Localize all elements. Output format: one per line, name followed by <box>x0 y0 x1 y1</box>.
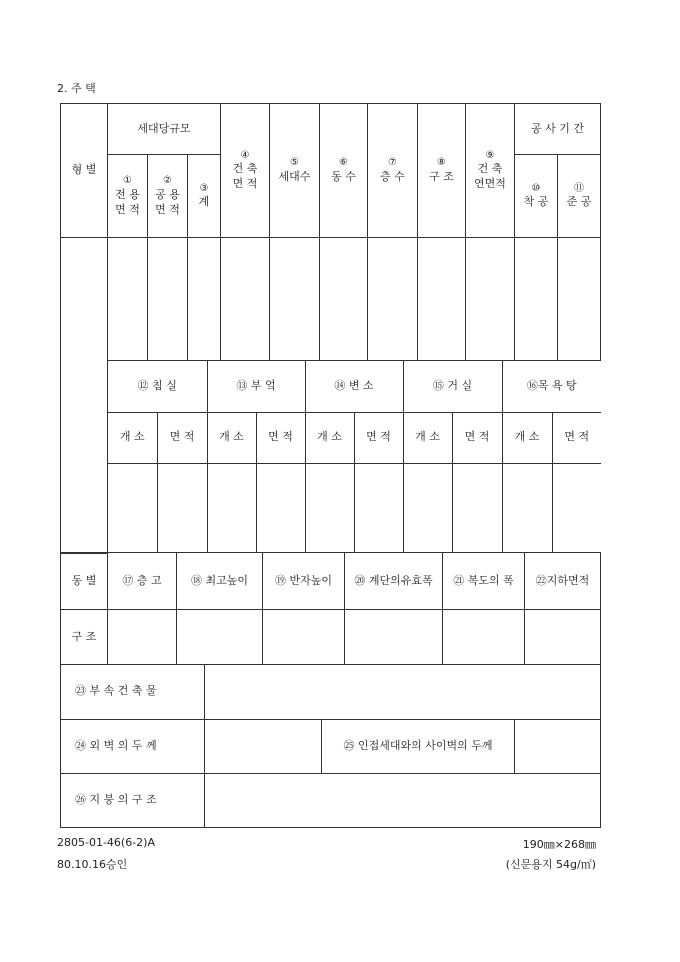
approval-date: 80.10.16승인 <box>57 858 128 871</box>
input-cell[interactable] <box>345 610 443 665</box>
structure-header: ⑧ 구 조 <box>418 104 466 238</box>
input-cell[interactable] <box>157 463 207 553</box>
corridor-width-header: ㉑ 복도의 폭 <box>443 553 525 610</box>
paper-size: 190㎜×268㎜ <box>522 838 596 851</box>
roof-structure-label: ㉖ 지 붕 의 구 조 <box>61 773 205 827</box>
input-cell[interactable] <box>256 463 305 553</box>
input-cell[interactable] <box>177 610 263 665</box>
area-header: 면 적 <box>552 412 601 463</box>
total-header: ③ 계 <box>188 155 221 238</box>
input-cell[interactable] <box>108 463 157 553</box>
input-cell[interactable] <box>305 463 354 553</box>
area-header: 면 적 <box>157 412 207 463</box>
floor-count-header: ⑦ 층 수 <box>368 104 418 238</box>
input-cell[interactable] <box>320 238 368 361</box>
input-cell[interactable] <box>270 238 320 361</box>
count-header: 개 소 <box>502 412 552 463</box>
input-cell[interactable] <box>108 610 177 665</box>
unit-scale-header: 세대당규모 <box>108 104 221 155</box>
housing-unit-table <box>60 103 601 554</box>
input-cell[interactable] <box>525 610 601 665</box>
exclusive-area-header: ① 전 용 면 적 <box>108 155 148 238</box>
building-header: 동 별 <box>61 553 108 610</box>
building-dimension-table <box>60 552 601 665</box>
section-title: 2. 주 택 <box>57 82 96 95</box>
count-header: 개 소 <box>207 412 256 463</box>
input-cell[interactable] <box>403 463 452 553</box>
input-cell[interactable] <box>515 238 558 361</box>
input-cell[interactable] <box>558 238 601 361</box>
outer-wall-label: ㉔ 외 벽 의 두 께 <box>61 719 205 773</box>
form-code: 2805-01-46(6-2)A <box>57 836 156 849</box>
common-area-header: ② 공 용 면 적 <box>148 155 188 238</box>
input-cell[interactable] <box>221 238 270 361</box>
paper-type: (신문용지 54g/㎡) <box>505 858 596 871</box>
input-cell[interactable] <box>205 719 322 773</box>
count-header: 개 소 <box>108 412 157 463</box>
input-cell[interactable] <box>148 238 188 361</box>
input-cell[interactable] <box>502 463 552 553</box>
room-header-kitchen: ⑬ 부 엌 <box>207 361 305 412</box>
room-header-toilet: ⑭ 변 소 <box>305 361 403 412</box>
floor-height-header: ⑰ 층 고 <box>108 553 177 610</box>
stair-width-header: ⑳ 계단의유효폭 <box>345 553 443 610</box>
area-header: 면 적 <box>452 412 502 463</box>
party-wall-label: ㉕ 인접세대와의 사이벽의 두께 <box>322 719 515 773</box>
area-header: 면 적 <box>354 412 403 463</box>
accessory-building-label: ㉓ 부 속 건 축 물 <box>61 664 205 719</box>
max-height-header: ⑱ 최고높이 <box>177 553 263 610</box>
input-cell[interactable] <box>207 463 256 553</box>
households-header: ⑤ 세대수 <box>270 104 320 238</box>
area-header: 면 적 <box>256 412 305 463</box>
room-header-living: ⑮ 거 실 <box>403 361 502 412</box>
completion-header: ⑪ 준 공 <box>558 155 601 238</box>
input-cell[interactable] <box>552 463 601 553</box>
room-header-bedroom: ⑫ 침 실 <box>108 361 207 412</box>
basement-area-header: ㉒지하면적 <box>525 553 601 610</box>
input-cell[interactable] <box>466 238 515 361</box>
structure-row-label: 구 조 <box>61 610 108 665</box>
construction-period-header: 공 사 기 간 <box>515 104 601 155</box>
type-header: 형 별 <box>61 104 108 238</box>
type-input-cell[interactable] <box>61 238 108 554</box>
accessory-info-table <box>60 664 601 828</box>
room-header-bathroom: ⑯목 욕 탕 <box>502 361 601 412</box>
input-cell[interactable] <box>205 773 601 827</box>
total-floor-area-header: ⑨ 건 축 연면적 <box>466 104 515 238</box>
input-cell[interactable] <box>188 238 221 361</box>
input-cell[interactable] <box>108 238 148 361</box>
building-count-header: ⑥ 동 수 <box>320 104 368 238</box>
input-cell[interactable] <box>263 610 345 665</box>
ceiling-height-header: ⑲ 반자높이 <box>263 553 345 610</box>
building-area-header: ④ 건 축 면 적 <box>221 104 270 238</box>
count-header: 개 소 <box>305 412 354 463</box>
input-cell[interactable] <box>418 238 466 361</box>
input-cell[interactable] <box>368 238 418 361</box>
input-cell[interactable] <box>452 463 502 553</box>
count-header: 개 소 <box>403 412 452 463</box>
input-cell[interactable] <box>515 719 601 773</box>
start-header: ⑩ 착 공 <box>515 155 558 238</box>
input-cell[interactable] <box>443 610 525 665</box>
input-cell[interactable] <box>354 463 403 553</box>
rooms-block <box>108 361 601 554</box>
input-cell[interactable] <box>205 664 601 719</box>
